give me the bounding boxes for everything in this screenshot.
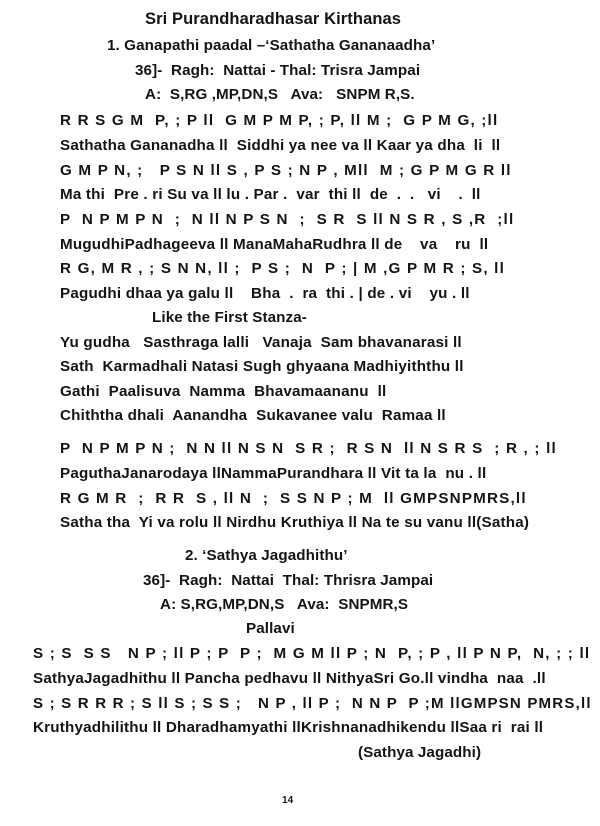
notation-line: S ; S R R R ; S ll S ; S S ; N P , ll P ; N N P P ;M llGMPSN PMRS,ll bbox=[33, 695, 592, 712]
notation-line: G M P N, ; P S N ll S , P S ; N P , Mll M ; G P M G R ll bbox=[60, 162, 512, 179]
lyric-line: Kruthyadhilithu ll Dharadhamyathi llKrishnanadhikendu llSaa ri rai ll bbox=[33, 719, 544, 736]
section-label: Pallavi bbox=[246, 620, 295, 637]
song2-raga-line: 36]- Ragh: Nattai Thal: Thrisra Jampai bbox=[143, 572, 434, 589]
notation-line: P N P M P N ; N N ll N S N S R ; R S N ll N S R S ; R , ; ll bbox=[60, 440, 557, 457]
stanza-note: Like the First Stanza- bbox=[152, 309, 307, 326]
song1-raga-line: 36]- Ragh: Nattai - Thal: Trisra Jampai bbox=[135, 62, 421, 79]
song2-scale-line: A: S,RG,MP,DN,S Ava: SNPMR,S bbox=[160, 596, 409, 613]
lyric-line: Satha tha Yi va rolu ll Nirdhu Kruthiya ll Na te su vanu ll(Satha) bbox=[60, 514, 530, 531]
notation-line: R R S G M P, ; P ll G M P M P, ; P, ll M ; G P M G, ;ll bbox=[60, 112, 499, 129]
lyric-line: Ma thi Pre . ri Su va ll lu . Par . var thi ll de . . vi . ll bbox=[60, 186, 481, 203]
page-number: 14 bbox=[282, 795, 294, 806]
lyric-line: SathyaJagadhithu ll Pancha pedhavu ll NithyaSri Go.ll vindha naa .ll bbox=[33, 670, 546, 687]
lyric-line: Pagudhi dhaa ya galu ll Bha . ra thi . | de . vi yu . ll bbox=[60, 285, 470, 302]
notation-line: R G M R ; R R S , ll N ; S S N P ; M ll GMPSNPMRS,ll bbox=[60, 490, 527, 507]
stanza-line: Gathi Paalisuva Namma Bhavamaananu ll bbox=[60, 383, 387, 400]
song1-scale-line: A: S,RG ,MP,DN,S Ava: SNPM R,S. bbox=[145, 86, 415, 103]
notation-line: R G, M R , ; S N N, ll ; P S ; N P ; | M ,G P M R ; S, ll bbox=[60, 260, 506, 277]
song1-heading: 1. Ganapathi paadal –‘Sathatha Gananaadha’ bbox=[107, 37, 436, 54]
stanza-line: Sath Karmadhali Natasi Sugh ghyaana Madhiyiththu ll bbox=[60, 358, 464, 375]
stanza-line: Chiththa dhali Aanandha Sukavanee valu Ramaa ll bbox=[60, 407, 446, 424]
lyric-line: PaguthaJanarodaya llNammaPurandhara ll Vit ta la nu . ll bbox=[60, 465, 487, 482]
lyric-line: Sathatha Gananadha ll Siddhi ya nee va ll Kaar ya dha li ll bbox=[60, 137, 501, 154]
lyric-line: MugudhiPadhageeva ll ManaMahaRudhra ll de va ru ll bbox=[60, 236, 489, 253]
notation-line: P N P M P N ; N ll N P S N ; S R S ll N S R , S ,R ;ll bbox=[60, 211, 515, 228]
notation-line: S ; S S S N P ; ll P ; P P ; M G M ll P ; N P, ; P , ll P N P, N, ; ; ll bbox=[33, 645, 591, 662]
end-reference: (Sathya Jagadhi) bbox=[358, 744, 482, 761]
page-title: Sri Purandharadhasar Kirthanas bbox=[145, 10, 402, 28]
song2-heading: 2. ‘Sathya Jagadhithu’ bbox=[185, 547, 348, 564]
stanza-line: Yu gudha Sasthraga lalli Vanaja Sam bhavanarasi ll bbox=[60, 334, 462, 351]
